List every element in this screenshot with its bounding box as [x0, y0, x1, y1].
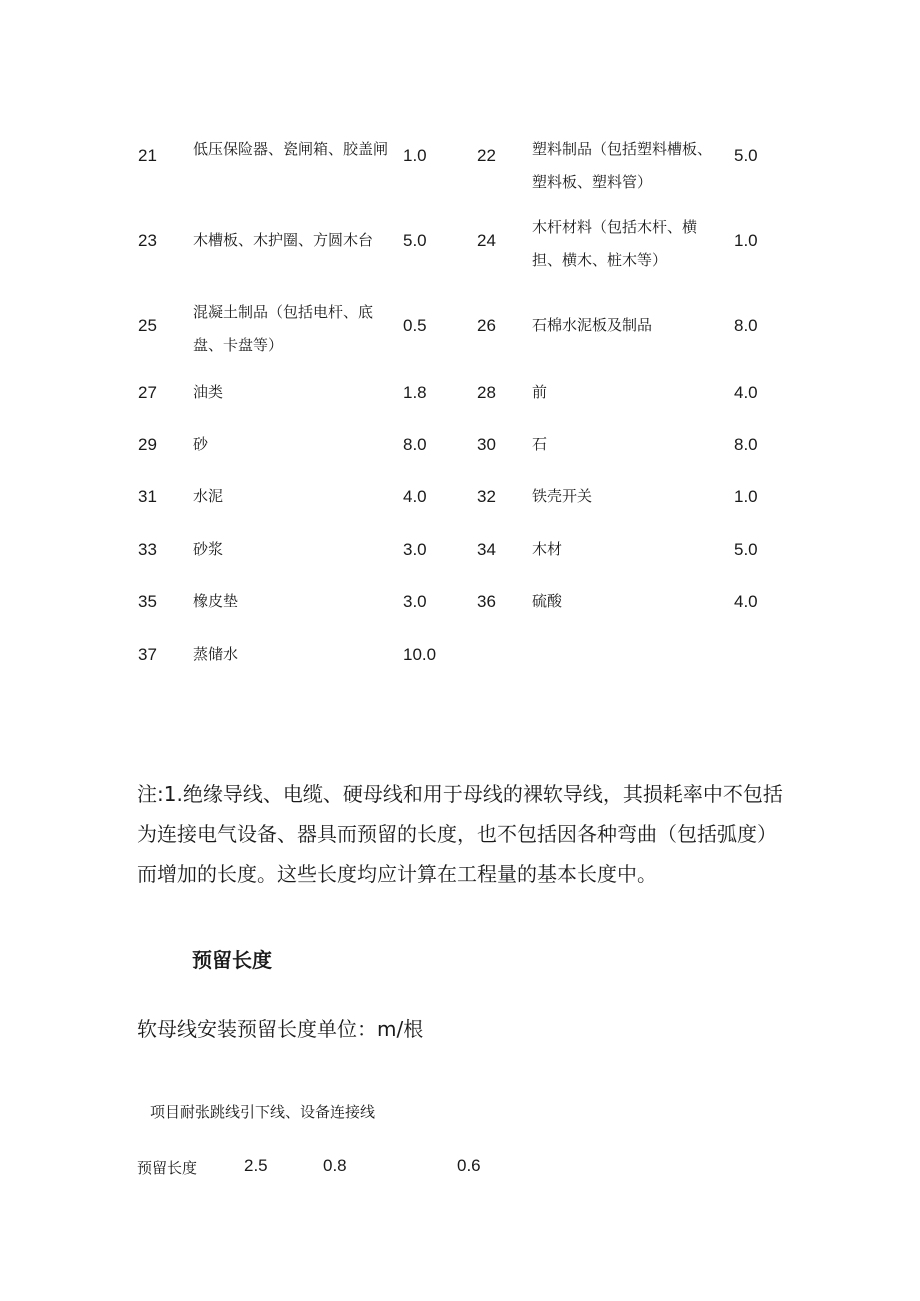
item-name: 油类 — [193, 383, 224, 401]
item-name: 木杆材料（包括木杆、横担、横木、桩木等） — [532, 218, 698, 269]
item-name: 石棉水泥板及制品 — [532, 316, 653, 334]
loss-rate: 10.0 — [403, 645, 437, 664]
loss-rate: 5.0 — [734, 540, 758, 559]
table-row — [0, 585, 920, 618]
table-row — [0, 296, 920, 362]
item-number: 28 — [477, 383, 496, 402]
loss-rate: 0.5 — [403, 316, 427, 335]
item-number: 32 — [477, 487, 496, 506]
item-number: 23 — [138, 231, 157, 250]
item-name: 蒸储水 — [193, 645, 239, 663]
loss-rate: 1.0 — [734, 231, 758, 250]
loss-rate: 4.0 — [734, 592, 758, 611]
item-name: 塑料制品（包括塑料槽板、塑料板、塑料管） — [532, 140, 713, 191]
loss-rate: 3.0 — [403, 592, 427, 611]
item-number: 24 — [477, 231, 496, 250]
loss-rate: 8.0 — [734, 316, 758, 335]
item-name: 水泥 — [193, 487, 224, 505]
item-number: 37 — [138, 645, 157, 664]
item-number: 30 — [477, 435, 496, 454]
item-number: 21 — [138, 146, 157, 165]
table-row — [0, 211, 920, 277]
item-number: 29 — [138, 435, 157, 454]
item-number: 25 — [138, 316, 157, 335]
reserve-value: 0.8 — [323, 1156, 347, 1175]
reserve-row-label: 预留长度 — [137, 1159, 198, 1177]
item-number: 27 — [138, 383, 157, 402]
reserve-value: 2.5 — [244, 1156, 268, 1175]
item-number: 22 — [477, 146, 496, 165]
table-row — [0, 533, 920, 566]
item-name: 混凝土制品（包括电杆、底盘、卡盘等） — [193, 303, 374, 354]
loss-rate: 5.0 — [734, 146, 758, 165]
unit-line: 软母线安装预留长度单位：m/根 — [137, 1017, 424, 1041]
note-paragraph: 注:1.绝缘导线、电缆、硬母线和用于母线的裸软导线，其损耗率中不包括为连接电气设备、器具而预留的长度，也不包括因各种弯曲（包括弧度）而增加的长度。这些长度均应计算在工程量的基本长度中。 — [137, 782, 783, 886]
loss-rate: 3.0 — [403, 540, 427, 559]
item-name: 低压保险器、瓷闸箱、胶盖闸 — [193, 140, 389, 158]
item-name: 硫酸 — [532, 592, 563, 610]
item-name: 石 — [532, 435, 548, 453]
item-name: 砂浆 — [193, 540, 224, 558]
table-row — [0, 133, 920, 199]
reserve-table-header: 项目耐张跳线引下线、设备连接线 — [150, 1103, 376, 1121]
loss-rate: 5.0 — [403, 231, 427, 250]
loss-rate: 8.0 — [403, 435, 427, 454]
loss-rate: 4.0 — [403, 487, 427, 506]
loss-rate: 1.0 — [403, 146, 427, 165]
item-number: 34 — [477, 540, 496, 559]
loss-rate: 1.0 — [734, 487, 758, 506]
item-name: 木槽板、木护圈、方圆木台 — [193, 231, 374, 249]
item-name: 砂 — [193, 435, 209, 453]
reserve-value: 0.6 — [457, 1156, 481, 1175]
table-row — [0, 428, 920, 461]
loss-rate: 4.0 — [734, 383, 758, 402]
item-name: 橡皮垫 — [193, 592, 239, 610]
loss-rate: 8.0 — [734, 435, 758, 454]
item-number: 26 — [477, 316, 496, 335]
item-number: 36 — [477, 592, 496, 611]
item-name: 前 — [532, 383, 548, 401]
loss-rate: 1.8 — [403, 383, 427, 402]
section-heading: 预留长度 — [192, 948, 272, 972]
table-row — [0, 638, 920, 671]
item-number: 33 — [138, 540, 157, 559]
item-number: 35 — [138, 592, 157, 611]
item-name: 铁壳开关 — [532, 487, 593, 505]
item-name: 木材 — [532, 540, 563, 558]
table-row — [0, 376, 920, 409]
item-number: 31 — [138, 487, 157, 506]
table-row — [0, 480, 920, 513]
